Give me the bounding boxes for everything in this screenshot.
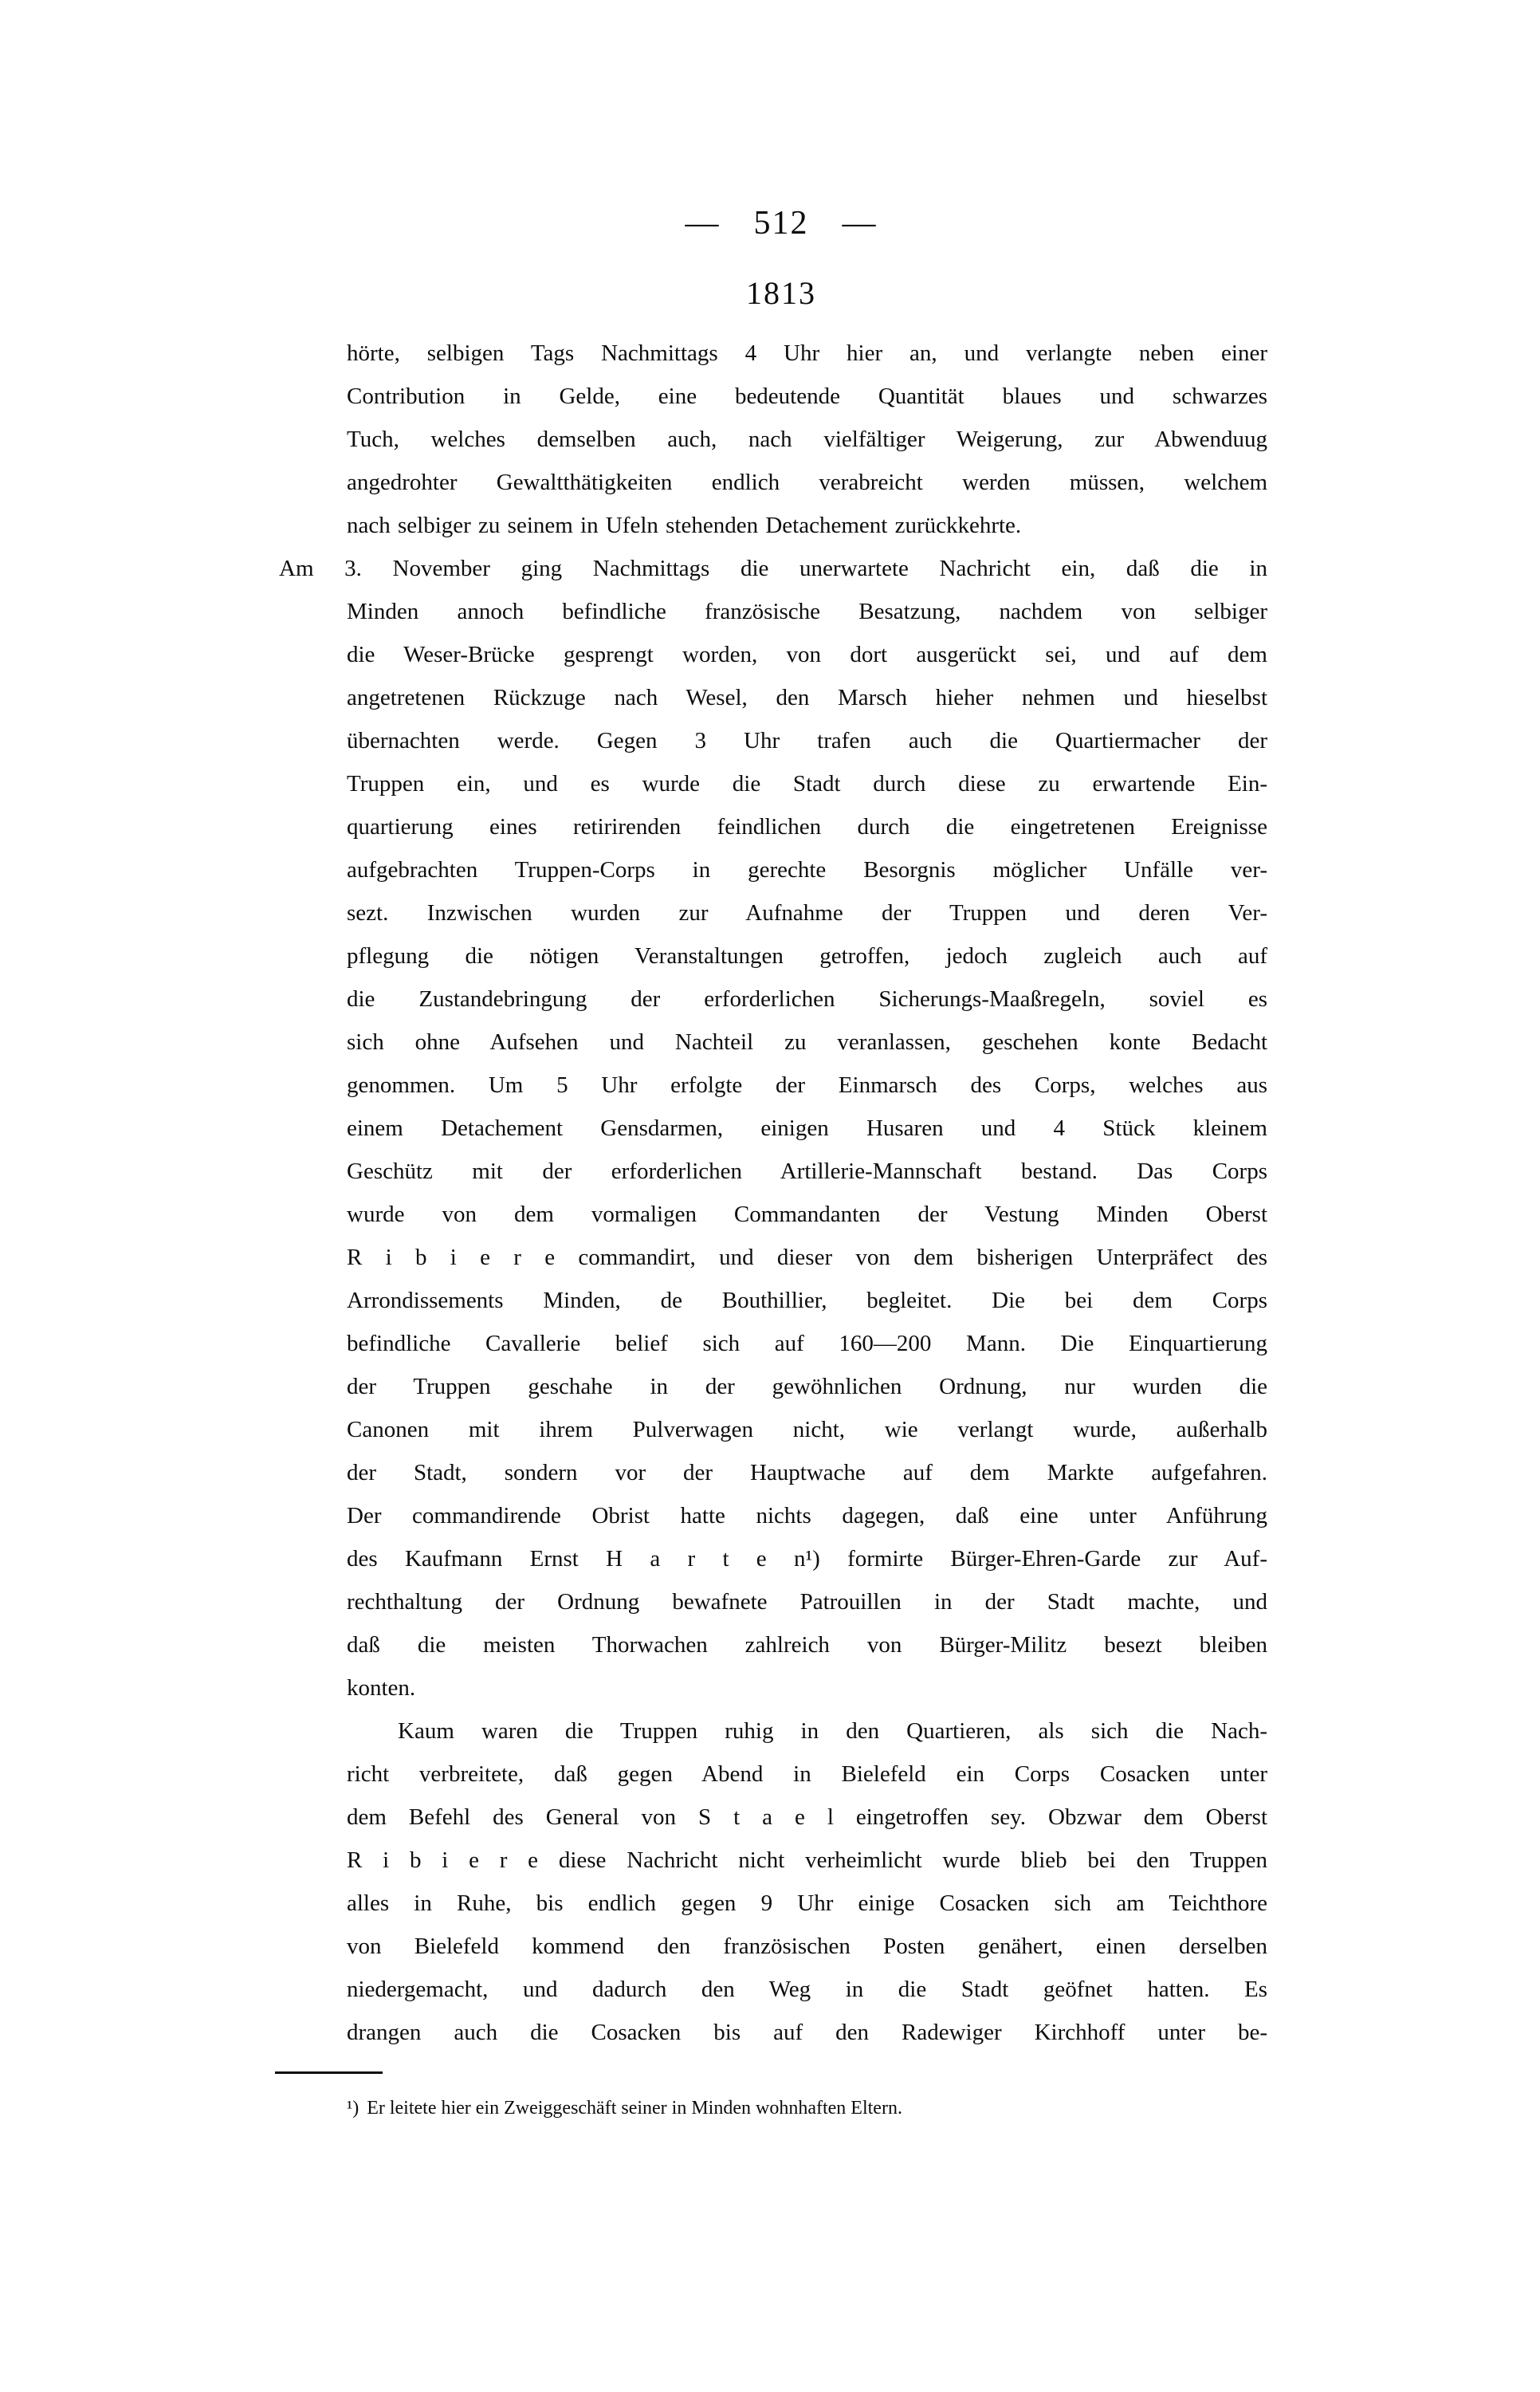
text-line: angedrohter Gewaltthätigkeiten endlich verabreicht werden müssen, welchem	[347, 470, 1267, 495]
text-line: aufgebrachten Truppen-Corps in gerechte Besorgnis möglicher Unfälle ver-	[347, 857, 1267, 883]
page-header	[319, 204, 1243, 242]
text-line: Truppen ein, und es wurde die Stadt durch diese zu erwartende Ein-	[347, 771, 1267, 797]
text-line: wurde von dem vormaligen Commandanten der Vestung Minden Oberst	[347, 1202, 1267, 1227]
text-line: die Weser-Brücke gesprengt worden, von dort ausgerückt sei, und auf dem	[347, 642, 1267, 667]
text-line: nach selbiger zu seinem in Ufeln stehenden Detachement zurückkehrte.	[347, 513, 1022, 538]
text-line: richt verbreitete, daß gegen Abend in Bielefeld ein Corps Cosacken unter	[347, 1761, 1267, 1787]
footnote-marker: ¹)	[347, 2098, 359, 2119]
text-line: pflegung die nötigen Veranstaltungen getroffen, jedoch zugleich auch auf	[347, 943, 1267, 969]
text-line: drangen auch die Cosacken bis auf den Radewiger Kirchhoff unter be-	[347, 2020, 1267, 2045]
text-line: sezt. Inzwischen wurden zur Aufnahme der Truppen und deren Ver-	[347, 900, 1267, 926]
text-line: übernachten werde. Gegen 3 Uhr trafen auch die Quartiermacher der	[347, 728, 1267, 753]
text-line: befindliche Cavallerie belief sich auf 160—200 Mann. Die Einquartierung	[347, 1331, 1267, 1356]
year-heading: 1813	[746, 275, 816, 311]
text-line: angetretenen Rückzuge nach Wesel, den Marsch hieher nehmen und hieselbst	[347, 685, 1267, 710]
paragraph-november-3	[279, 547, 1267, 1709]
text-line: Canonen mit ihrem Pulverwagen nicht, wie verlangt wurde, außerhalb	[347, 1417, 1267, 1442]
paragraph-cosacks	[347, 1709, 1267, 2054]
text-line: Kaum waren die Truppen ruhig in den Quartieren, als sich die Nach-	[398, 1718, 1267, 1744]
text-line: der Truppen geschahe in der gewöhnlichen Ordnung, nur wurden die	[347, 1374, 1267, 1399]
text-line: der Stadt, sondern vor der Hauptwache auf dem Markte aufgefahren.	[347, 1460, 1267, 1485]
text-line: Arrondissements Minden, de Bouthillier, begleitet. Die bei dem Corps	[347, 1288, 1267, 1313]
text-line: hörte, selbigen Tags Nachmittags 4 Uhr hier an, und verlangte neben einer	[347, 340, 1267, 366]
text-body	[279, 332, 1267, 2054]
text-line: Contribution in Gelde, eine bedeutende Quantität blaues und schwarzes	[347, 384, 1267, 409]
text-line: Geschütz mit der erforderlichen Artillerie-Mannschaft bestand. Das Corps	[347, 1159, 1267, 1184]
text-line: Der commandirende Obrist hatte nichts dagegen, daß eine unter Anführung	[347, 1503, 1267, 1528]
header-right-dash: —	[842, 205, 878, 242]
text-line: rechthaltung der Ordnung bewafnete Patrouillen in der Stadt machte, und	[347, 1589, 1267, 1615]
text-line: Minden annoch befindliche französische Besatzung, nachdem von selbiger	[347, 599, 1267, 624]
text-line: R i b i e r e commandirt, und dieser von dem bisherigen Unterpräfect des	[347, 1245, 1267, 1270]
text-line: R i b i e r e diese Nachricht nicht verheimlicht wurde blieb bei den Truppen	[347, 1847, 1267, 1873]
text-line: einem Detachement Gensdarmen, einigen Husaren und 4 Stück kleinem	[347, 1115, 1267, 1141]
text-line: Tuch, welches demselben auch, nach vielfältiger Weigerung, zur Abwenduug	[347, 427, 1267, 452]
text-line: dem Befehl des General von S t a e l eingetroffen sey. Obzwar dem Oberst	[347, 1804, 1267, 1830]
text-line: quartierung eines retirirenden feindlichen durch die eingetretenen Ereignisse	[347, 814, 1267, 840]
paragraph-continuation	[347, 332, 1267, 547]
text-line: daß die meisten Thorwachen zahlreich von Bürger-Militz besezt bleiben	[347, 1632, 1267, 1658]
text-line: die Zustandebringung der erforderlichen Sicherungs-Maaßregeln, soviel es	[347, 986, 1267, 1012]
text-line: niedergemacht, und dadurch den Weg in die Stadt geöfnet hatten. Es	[347, 1977, 1267, 2002]
footnote-divider	[275, 2071, 383, 2074]
text-line: konten.	[347, 1675, 416, 1701]
text-line: von Bielefeld kommend den französischen Posten genähert, einen derselben	[347, 1934, 1267, 1959]
page-number: 512	[753, 205, 809, 242]
footnote-text: Er leitete hier ein Zweiggeschäft seiner in Minden wohnhaften Eltern.	[367, 2098, 902, 2119]
footnote	[347, 2095, 1267, 2121]
text-line: Am 3. November ging Nachmittags die unerwartete Nachricht ein, daß die in	[279, 556, 1267, 581]
header-left-dash: —	[685, 205, 721, 242]
text-line: sich ohne Aufsehen und Nachteil zu veranlassen, geschehen konte Bedacht	[347, 1029, 1267, 1055]
text-line: des Kaufmann Ernst H a r t e n¹) formirte Bürger-Ehren-Garde zur Auf-	[347, 1546, 1267, 1572]
text-line: genommen. Um 5 Uhr erfolgte der Einmarsch des Corps, welches aus	[347, 1072, 1267, 1098]
text-line: alles in Ruhe, bis endlich gegen 9 Uhr einige Cosacken sich am Teichthore	[347, 1890, 1267, 1916]
